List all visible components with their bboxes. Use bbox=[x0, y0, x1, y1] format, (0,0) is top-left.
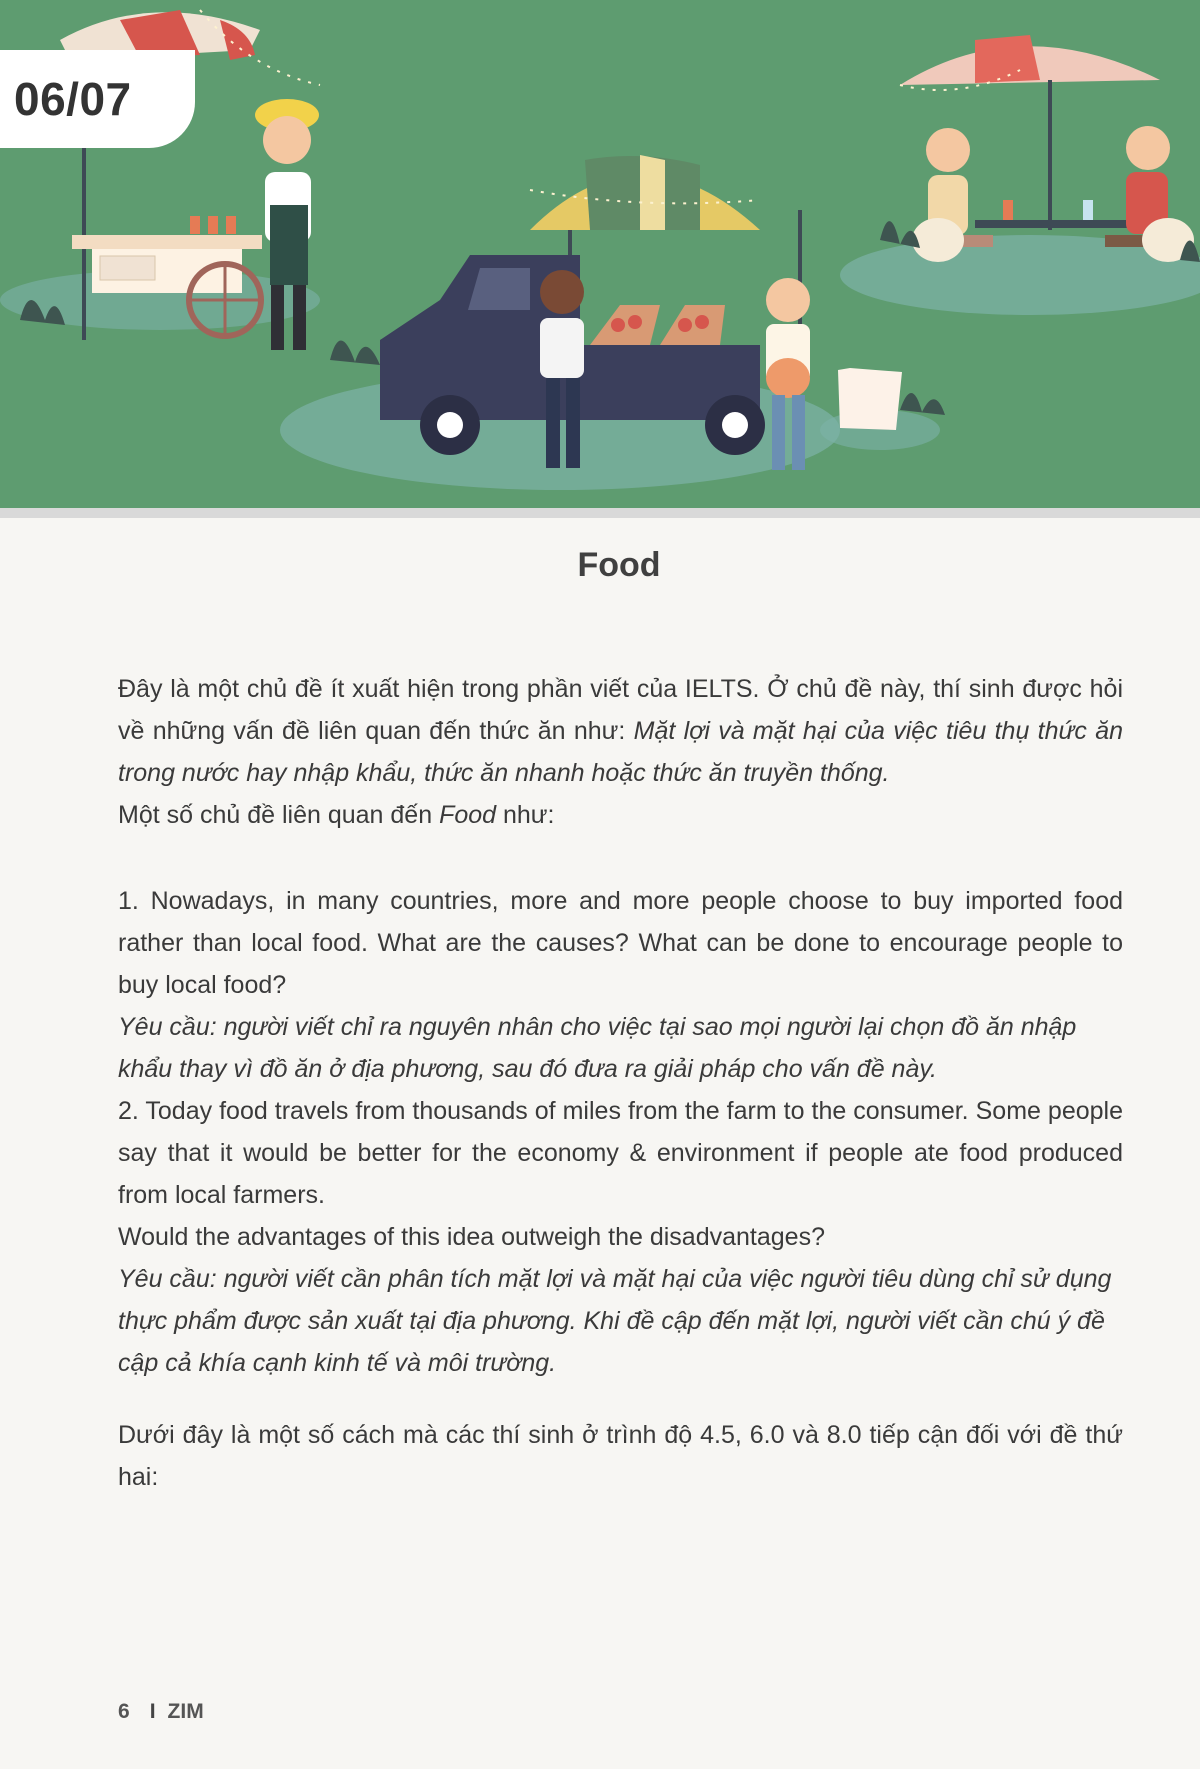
intro-text: Đây là một chủ đề ít xuất hiện trong phần viết của IELTS. Ở chủ đề này, thí sinh được hỏi về những vấn đề liên quan đến thức ăn như: bbox=[118, 675, 1123, 745]
page-footer bbox=[118, 1700, 204, 1724]
main-content bbox=[118, 668, 1123, 1498]
page-title: Food bbox=[577, 546, 661, 584]
footer-separator: I bbox=[149, 1700, 156, 1723]
related-topics-start: Một số chủ đề liên quan đến bbox=[118, 801, 440, 829]
question-2: 2. Today food travels from thousands of miles from the farm to the consumer. Some people say that it would be better for the economy & environment if people ate food produced from local farmers. bbox=[118, 1097, 1123, 1209]
header-illustration bbox=[0, 0, 1200, 518]
date-badge: 06/07 bbox=[0, 50, 195, 148]
related-topics-line bbox=[118, 794, 1123, 836]
footer-brand: ZIM bbox=[167, 1700, 204, 1723]
question-1: 1. Nowadays, in many countries, more and more people choose to buy imported food rather than local food. What are the causes? What can be done to encourage people to buy local food? bbox=[118, 887, 1123, 999]
page-number: 6 bbox=[118, 1700, 130, 1723]
related-topics-end: như: bbox=[496, 801, 555, 829]
intro-paragraph bbox=[118, 668, 1123, 794]
related-topics-food: Food bbox=[439, 801, 497, 829]
question-2-requirement: Yêu cầu: người viết cần phân tích mặt lợi và mặt hại của việc người tiêu dùng chỉ sử dụng thực phẩm được sản xuất tại địa phương. Khi đề cập đến mặt lợi, người viết cần chú ý đề cập cả khía cạnh kinh tế và môi trường. bbox=[118, 1265, 1112, 1377]
question-2-followup: Would the advantages of this idea outweigh the disadvantages? bbox=[118, 1223, 825, 1251]
closing-paragraph: Dưới đây là một số cách mà các thí sinh ở trình độ 4.5, 6.0 và 8.0 tiếp cận đối với đề thứ hai: bbox=[118, 1421, 1123, 1491]
question-1-requirement: Yêu cầu: người viết chỉ ra nguyên nhân cho việc tại sao mọi người lại chọn đồ ăn nhập khẩu thay vì đồ ăn ở địa phương, sau đó đưa ra giải pháp cho vấn đề này. bbox=[118, 1013, 1077, 1083]
intro-italic-text: Mặt lợi và mặt hại của việc tiêu thụ thức ăn trong nước hay nhập khẩu, thức ăn nhanh hoặc thức ăn truyền thống. bbox=[118, 717, 1124, 787]
